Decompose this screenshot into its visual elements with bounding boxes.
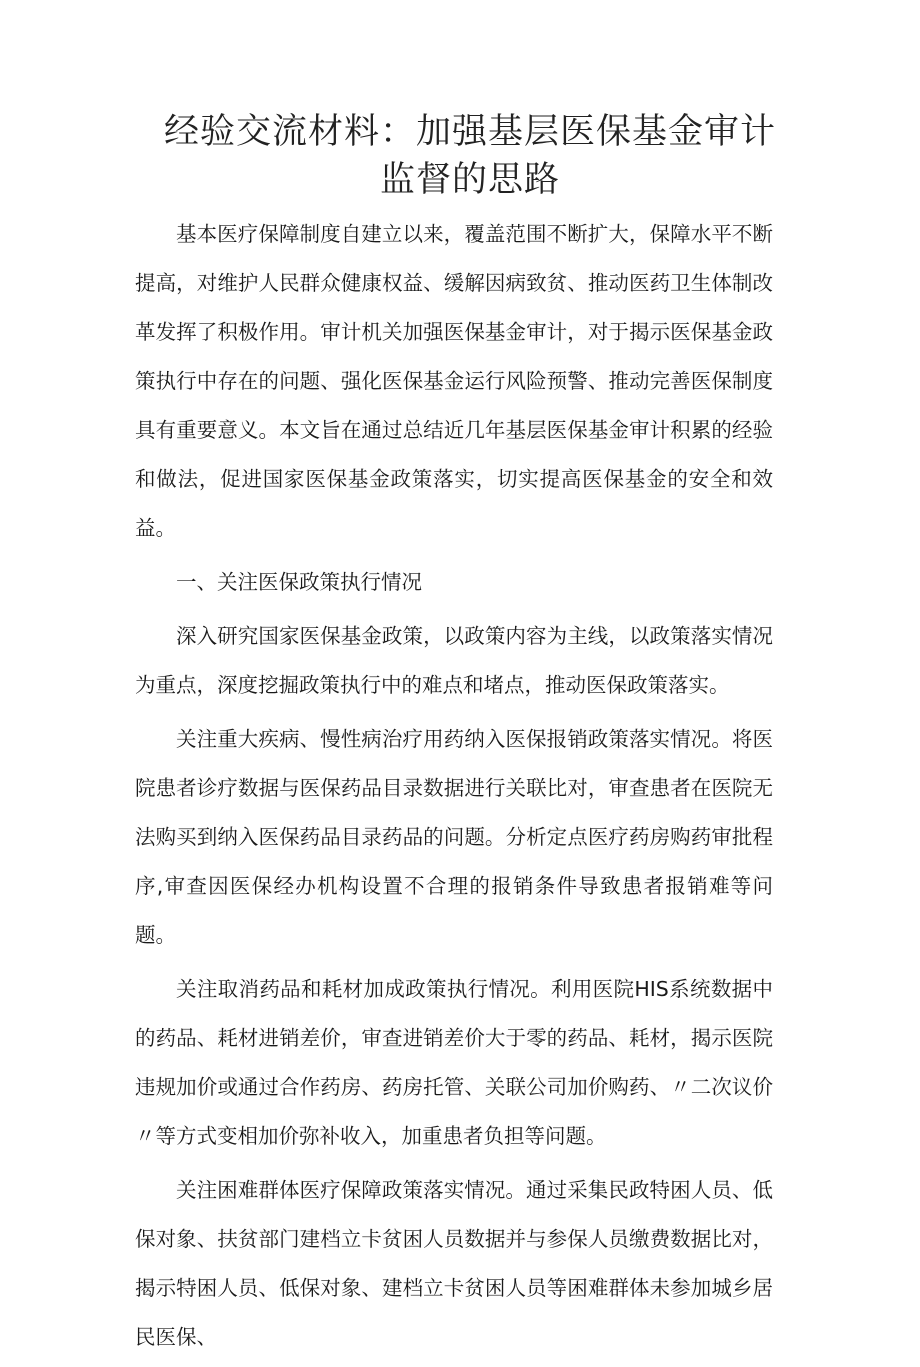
paragraph-intro: 基本医疗保障制度自建立以来，覆盖范围不断扩大，保障水平不断提高，对维护人民群众健康权益、缓解因病致贫、推动医药卫生体制改革发挥了积极作用。审计机关加强医保基金审计，对于揭示医保基金政策执行中存在的问题、强化医保基金运行风险预警、推动完善医保制度具有重要意义。本文旨在通过总结近几年基层医保基金审计积累的经验和做法，促进国家医保基金政策落实，切实提高医保基金的安全和效益。 bbox=[135, 222, 773, 540]
paragraph-drug-markup: 关注取消药品和耗材加成政策执行情况。利用医院HIS系统数据中的药品、耗材进销差价，审查进销差价大于零的药品、耗材，揭示医院违规加价或通过合作药房、药房托管、关联公司加价购药、〃二次议价〃等方式变相加价弥补收入，加重患者负担等问题。 bbox=[135, 977, 773, 1148]
paragraph-major-disease: 关注重大疾病、慢性病治疗用药纳入医保报销政策落实情况。将医院患者诊疗数据与医保药品目录数据进行关联比对，审查患者在医院无法购买到纳入医保药品目录药品的问题。分析定点医疗药房购药审批程序,审查因医保经办机构设置不合理的报销条件导致患者报销难等问题。 bbox=[135, 727, 773, 947]
document-title: 经验交流材料：加强基层医保基金审计监督的思路 bbox=[163, 112, 776, 200]
paragraph-policy-research: 深入研究国家医保基金政策，以政策内容为主线，以政策落实情况为重点，深度挖掘政策执行中的难点和堵点，推动医保政策落实。 bbox=[135, 624, 773, 697]
section-heading: 一、关注医保政策执行情况 bbox=[176, 570, 422, 594]
document-body bbox=[135, 210, 773, 1367]
paragraph-needy-groups: 关注困难群体医疗保障政策落实情况。通过采集民政特困人员、低保对象、扶贫部门建档立卡贫困人员数据并与参保人员缴费数据比对，揭示特困人员、低保对象、建档立卡贫困人员等困难群体未参加城乡居民医保、 bbox=[135, 1178, 773, 1349]
